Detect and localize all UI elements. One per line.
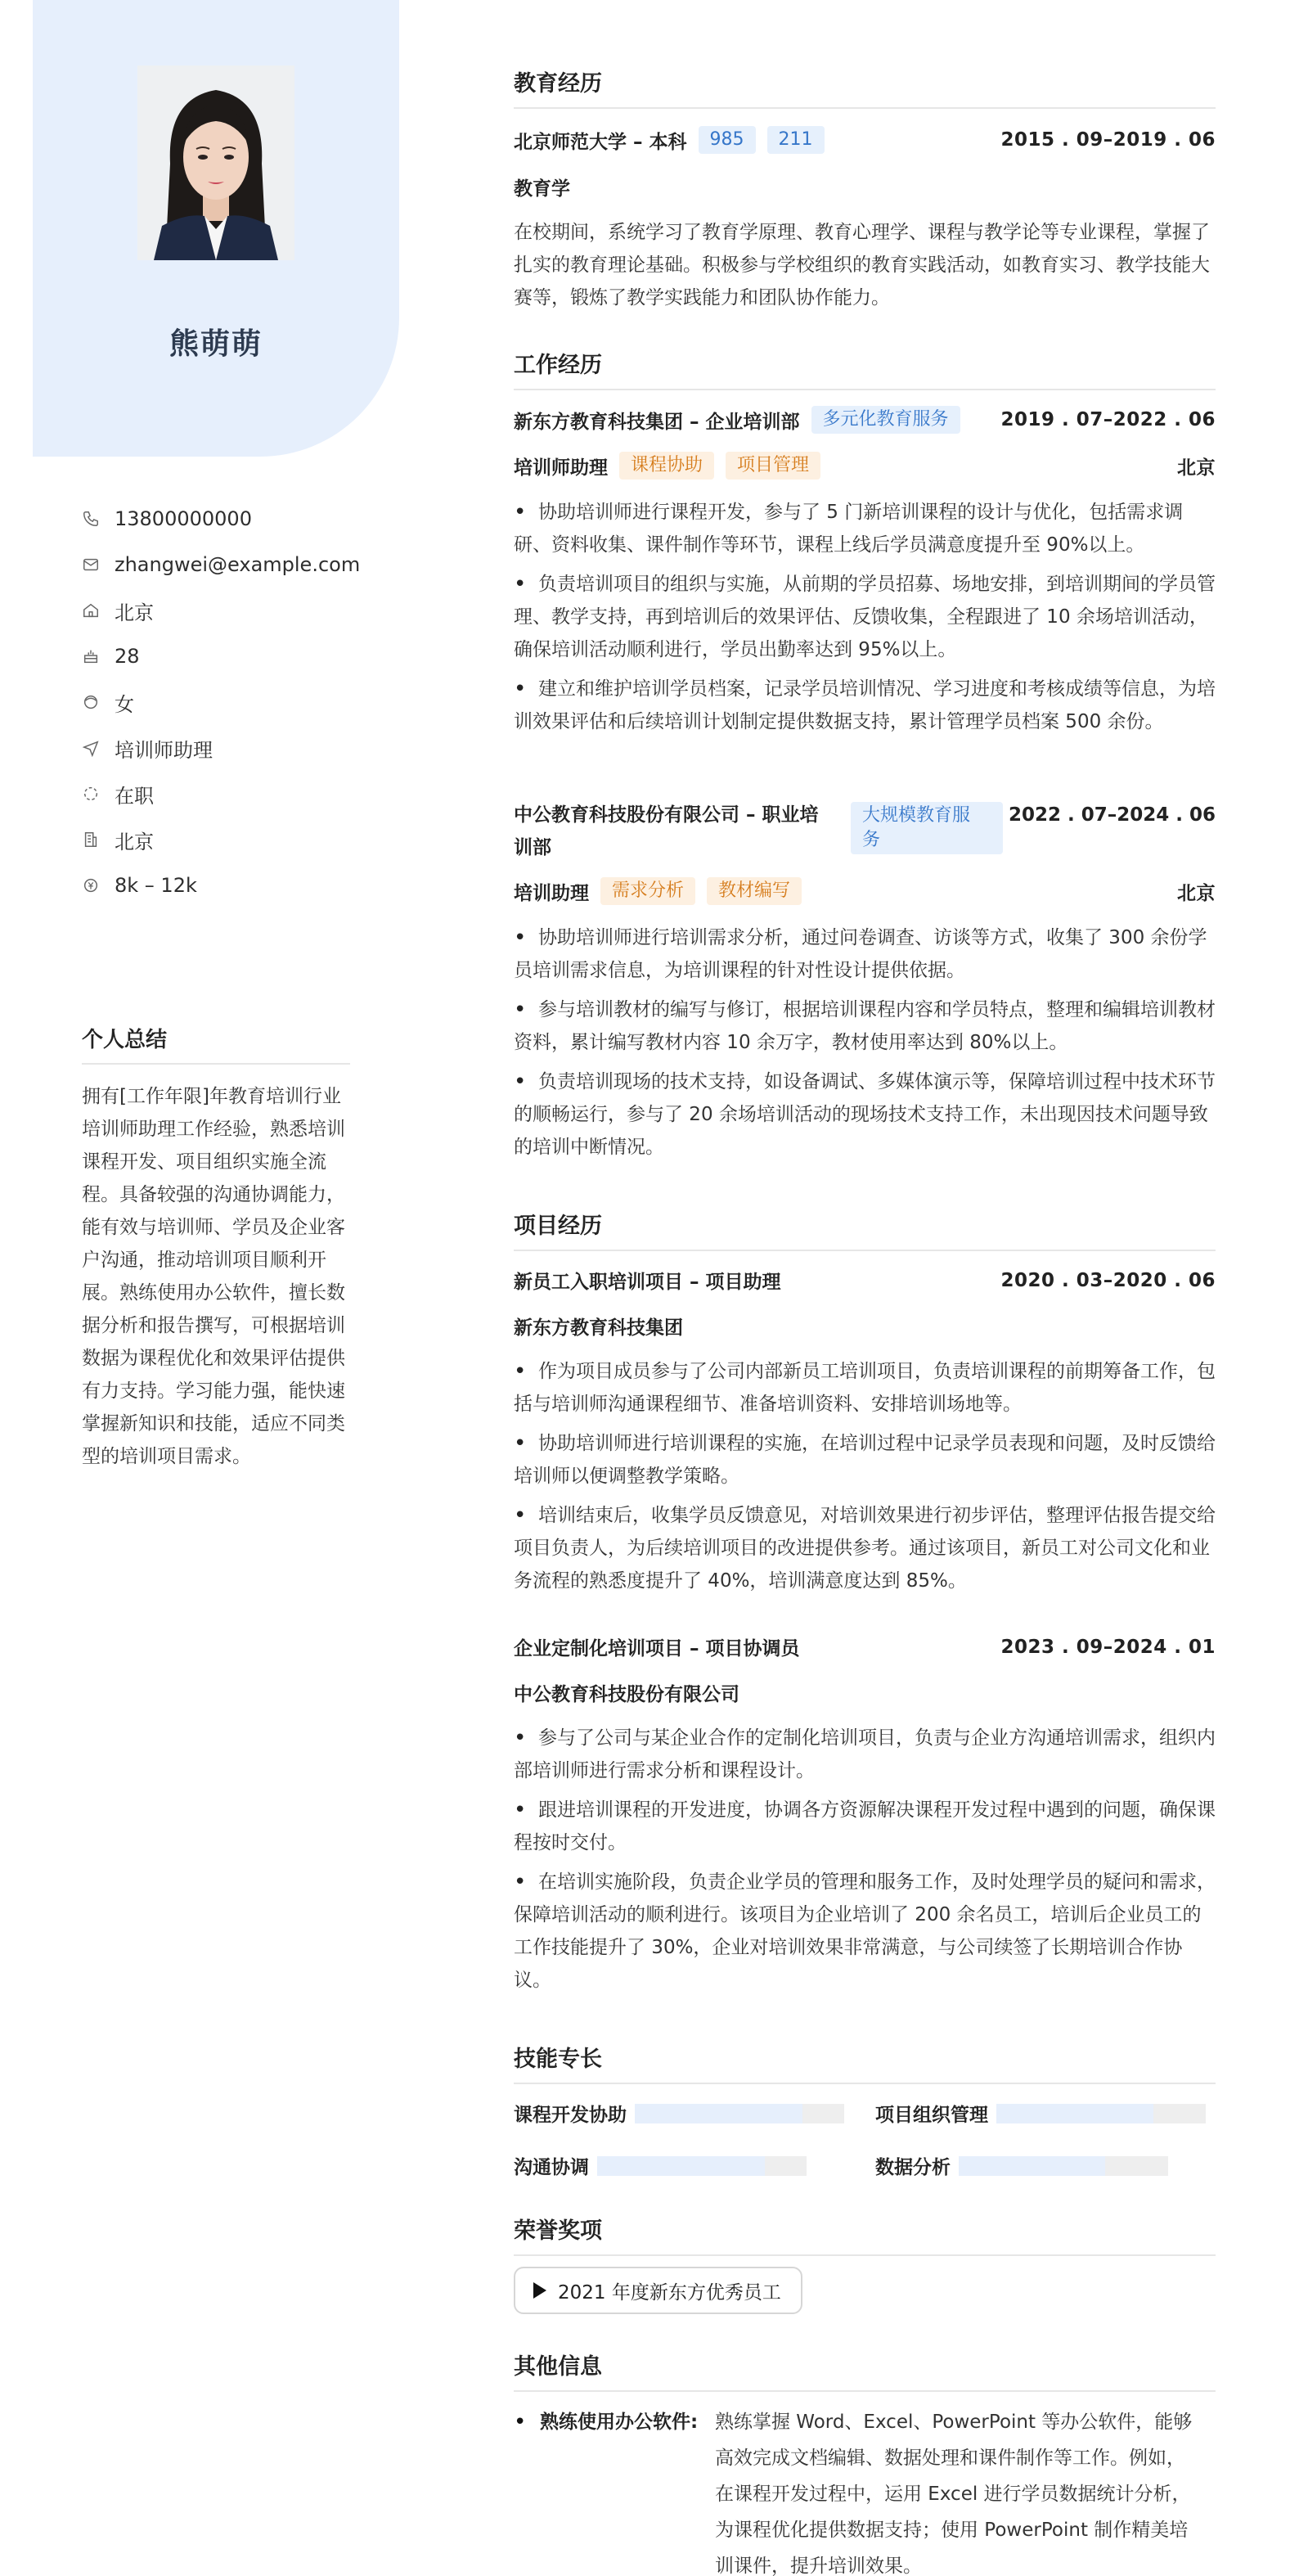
other-label: 熟练使用办公软件:	[540, 2412, 699, 2433]
date-range: 2023 . 09–2024 . 01	[1000, 1636, 1216, 1658]
mail-icon	[80, 554, 101, 575]
info-phone	[80, 496, 360, 542]
list-item: • 负责培训项目的组织与实施，从前期的学员招募、场地安排，到培训期间的学员管理、教学支持，再到培训后的效果评估、反馈收集，全程跟进了 10 余场培训活动，确保培训活动顺利进行，学员出勤率达到 95%以上。	[514, 568, 1216, 666]
skill-bar	[996, 2104, 1206, 2123]
section-title: 其他信息	[514, 2349, 1216, 2392]
info-email	[80, 542, 360, 588]
work-header	[514, 799, 1216, 864]
role-tag: 教材编写	[707, 877, 802, 905]
section-title: 荣誉奖项	[514, 2213, 1216, 2256]
role-tag: 课程协助	[619, 452, 714, 480]
info-position	[80, 725, 360, 771]
other-section	[514, 2349, 1216, 2392]
send-icon	[80, 737, 101, 759]
section-title: 教育经历	[514, 65, 1216, 109]
bullet-icon: •	[514, 2410, 527, 2434]
list-item: • 协助培训师进行培训课程的实施，在培训过程中记录学员表现和问题，及时反馈给培训师以便调整教学策略。	[514, 1427, 1216, 1493]
role-tag: 需求分析	[600, 877, 695, 905]
role-tag: 项目管理	[726, 452, 820, 480]
project-org-row	[514, 1679, 1216, 1706]
education-header	[514, 126, 1216, 154]
list-item: • 跟进培训课程的开发进度，协调各方资源解决课程开发过程中遇到的问题，确保课程按时交付。	[514, 1794, 1216, 1859]
project-header	[514, 1267, 1216, 1294]
role-row	[514, 877, 1216, 905]
section-title: 技能专长	[514, 2041, 1216, 2084]
project-org: 中公教育科技股份有限公司	[514, 1684, 739, 1705]
summary-text: 拥有[工作年限]年教育培训行业培训师助理工作经验，熟悉培训课程开发、项目组织实施全流程。具备较强的沟通协调能力，能有效与培训师、学员及企业客户沟通，推动培训项目顺利开展。熟练使用办公软件，擅长数据分析和报告撰写，可根据培训数据为课程优化和效果评估提供有力支持。学习能力强，能快速掌握新知识和技能，适应不同类型的培训项目需求。	[82, 1086, 345, 1467]
building-icon	[80, 829, 101, 850]
skill-name: 课程开发协助	[514, 2105, 627, 2126]
honors-section	[514, 2213, 1216, 2256]
info-text: 8k – 12k	[115, 874, 197, 897]
role: 培训师助理	[514, 457, 608, 479]
info-city	[80, 817, 360, 862]
cake-icon	[80, 646, 101, 667]
play-icon	[533, 2282, 546, 2299]
company-name: 新东方教育科技集团 – 企业培训部	[514, 411, 800, 433]
education-section	[514, 65, 1216, 109]
list-item: • 负责培训现场的技术支持，如设备调试、多媒体演示等，保障培训过程中技术环节的顺畅运行，参与了 20 余场培训活动的现场技术支持工作，未出现因技术问题导致的培训中断情况。	[514, 1065, 1216, 1164]
project-header	[514, 1633, 1216, 1660]
city: 北京	[1177, 457, 1216, 479]
project-name: 企业定制化培训项目 – 项目协调员	[514, 1638, 800, 1660]
date-range: 2015 . 09–2019 . 06	[1000, 129, 1216, 151]
skill-item	[514, 2152, 807, 2179]
salary-icon	[80, 875, 101, 896]
list-item: • 在培训实施阶段，负责企业学员的管理和服务工作，及时处理学员的疑问和需求，保障培训活动的顺利进行。该项目为企业培训了 200 余名员工，培训后企业员工的工作技能提升了 30%，企业对培训效果非常满意，与公司续签了长期培训合作协议。	[514, 1866, 1216, 1997]
info-salary	[80, 862, 360, 908]
company-tag: 多元化教育服务	[811, 406, 960, 434]
date-range: 2020 . 03–2020 . 06	[1000, 1269, 1216, 1291]
school-name: 北京师范大学 – 本科	[514, 131, 687, 153]
info-text: 在职	[115, 784, 154, 808]
date-range: 2019 . 07–2022 . 06	[1000, 409, 1216, 430]
info-text: 28	[115, 645, 140, 668]
date-range: 2022 . 07–2024 . 06	[1008, 804, 1216, 826]
skill-bar	[635, 2104, 844, 2123]
skill-name: 沟通协调	[514, 2157, 589, 2178]
info-age	[80, 633, 360, 679]
list-item: • 建立和维护培训学员档案，记录学员培训情况、学习进度和考核成绩等信息，为培训效果评估和后续培训计划制定提供数据支持，累计管理学员档案 500 余份。	[514, 673, 1216, 738]
info-text: 培训师助理	[115, 738, 213, 762]
city: 北京	[1177, 882, 1216, 904]
project-org-row	[514, 1313, 1216, 1340]
company-name: 中公教育科技股份有限公司 – 职业培 训部	[514, 804, 819, 858]
role-row	[514, 452, 1216, 480]
other-text: 熟练掌握 Word、Excel、PowerPoint 等办公软件，能够 高效完成文档编辑、数据处理和课件制作等工作。例如， 在课程开发过程中，运用 Excel 进行学员数据统计分析， 为课程优化提供数据支持；使用 PowerPoint 制作精美培 训课件，提升培训效果。	[715, 2412, 1193, 2576]
summary-heading: 个人总结	[82, 1023, 350, 1065]
info-gender	[80, 679, 360, 725]
info-text: 13800000000	[115, 507, 252, 530]
list-item: • 协助培训师进行培训需求分析，通过问卷调查、访谈等方式，收集了 300 余份学员培训需求信息，为培训课程的针对性设计提供依据。	[514, 921, 1216, 987]
info-text: 北京	[115, 601, 154, 624]
major-row	[514, 173, 1216, 200]
skill-name: 项目组织管理	[875, 2105, 988, 2126]
home-icon	[80, 600, 101, 621]
projects-section	[514, 1208, 1216, 1251]
skill-item	[875, 2100, 1206, 2127]
section-title: 项目经历	[514, 1208, 1216, 1251]
sidebar	[0, 0, 409, 2576]
info-text: zhangwei@example.com	[115, 553, 361, 576]
list-item: • 协助培训师进行课程开发，参与了 5 门新培训课程的设计与优化，包括需求调研、资料收集、课件制作等环节，课程上线后学员满意度提升至 90%以上。	[514, 496, 1216, 561]
work-section	[514, 347, 1216, 390]
school-tag: 985	[699, 126, 756, 154]
list-item: • 参与培训教材的编写与修订，根据培训课程内容和学员特点，整理和编辑培训教材资料，累计编写教材内容 10 余万字，教材使用率达到 80%以上。	[514, 993, 1216, 1059]
work-header	[514, 406, 1216, 434]
company-tag: 大规模教育服 务	[851, 802, 1003, 854]
list-item: • 作为项目成员参与了公司内部新员工培训项目，负责培训课程的前期筹备工作，包括与培训师沟通课程细节、准备培训资料、安排培训场地等。	[514, 1355, 1216, 1421]
award-text: 2021 年度新东方优秀员工	[558, 2281, 781, 2304]
skill-bar	[959, 2156, 1168, 2176]
skill-item	[875, 2152, 1168, 2179]
list-item: • 培训结束后，收集学员反馈意见，对培训效果进行初步评估，整理评估报告提交给项目负责人，为后续培训项目的改进提供参考。通过该项目，新员工对公司文化和业务流程的熟悉度提升了 40%，培训满意度达到 85%。	[514, 1499, 1216, 1597]
info-text: 北京	[115, 830, 154, 853]
status-icon	[80, 783, 101, 804]
major: 教育学	[514, 178, 570, 200]
skill-item	[514, 2100, 844, 2127]
list-item: • 参与了公司与某企业合作的定制化培训项目，负责与企业方沟通培训需求，组织内部培训师进行需求分析和课程设计。	[514, 1722, 1216, 1787]
award-item[interactable]	[514, 2267, 802, 2314]
profile-name: 熊萌萌	[169, 327, 263, 361]
role: 培训助理	[514, 882, 589, 904]
info-address	[80, 588, 360, 633]
gender-icon	[80, 691, 101, 713]
section-title: 工作经历	[514, 347, 1216, 390]
skill-name: 数据分析	[875, 2157, 951, 2178]
contact-info-list	[80, 496, 360, 908]
skills-section	[514, 2041, 1216, 2084]
project-org: 新东方教育科技集团	[514, 1317, 683, 1339]
project-name: 新员工入职培训项目 – 项目助理	[514, 1272, 781, 1293]
skill-bar	[597, 2156, 807, 2176]
avatar	[137, 65, 294, 260]
school-tag: 211	[767, 126, 825, 154]
education-description: 在校期间，系统学习了教育学原理、教育心理学、课程与教学论等专业课程，掌握了扎实的教育理论基础。积极参与学校组织的教育实践活动，如教育实习、教学技能大赛等，锻炼了教学实践能力和团队协作能力。	[514, 222, 1210, 308]
phone-icon	[80, 508, 101, 529]
info-text: 女	[115, 692, 134, 716]
info-status	[80, 771, 360, 817]
